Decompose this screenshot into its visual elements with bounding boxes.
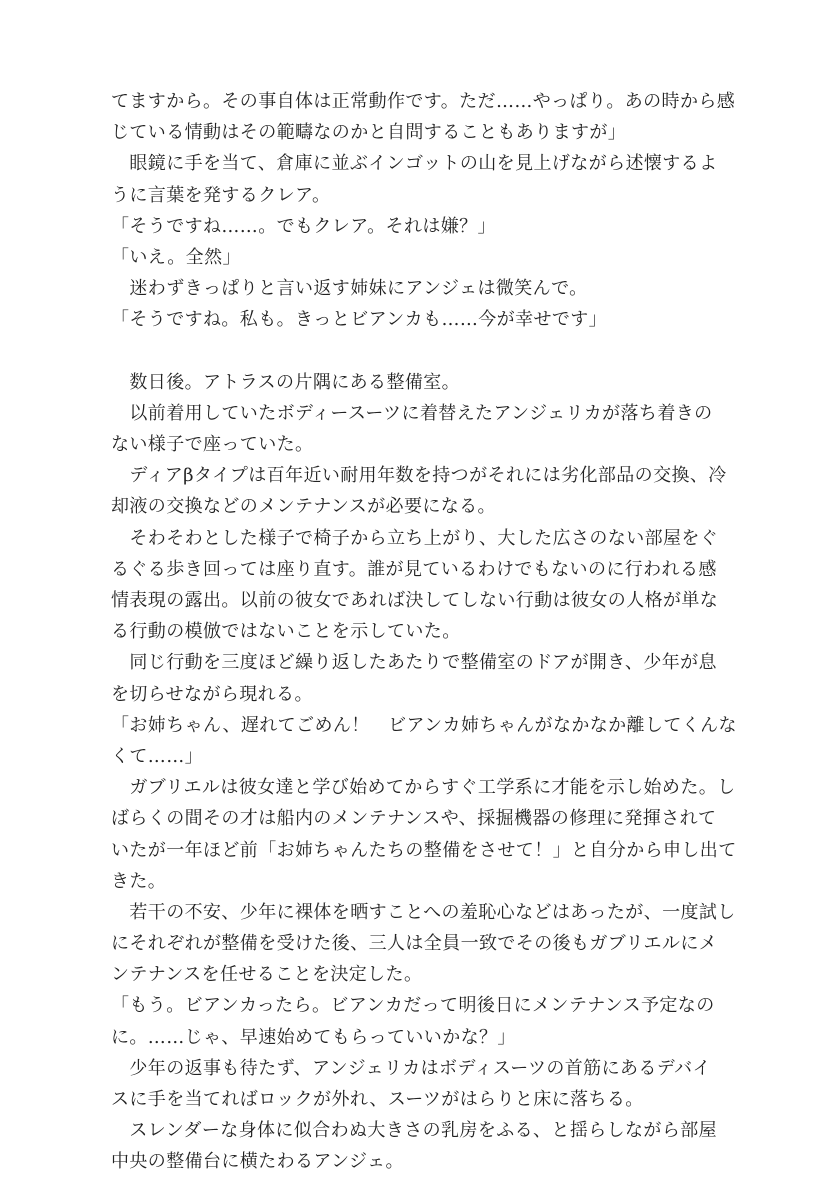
- text-line: 迷わずきっぱりと言い返す姉妹にアンジェは微笑んで。: [111, 278, 588, 300]
- text-line: るぐる歩き回っては座り直す。誰が見ているわけでもないのに行われる感: [111, 558, 717, 580]
- text-line: そわそわとした様子で椅子から立ち上がり、大した広さのない部屋をぐ: [111, 527, 719, 549]
- text-line: 中央の整備台に横たわるアンジェ。: [111, 1151, 404, 1173]
- text-line: ばらくの間その才は船内のメンテナンスや、採掘機器の修理に発揮されて: [111, 808, 717, 830]
- text-line: 「そうですね……。でもクレア。それは嫌？」: [111, 215, 496, 237]
- body-text: [111, 86, 737, 1178]
- text-line: スに手を当てればロックが外れ、スーツがはらりと床に落ちる。: [111, 1089, 644, 1110]
- text-line: に。……じゃ、早速始めてもらっていいかな？」: [111, 1026, 516, 1048]
- text-line: 「お姉ちゃん、遅れてごめん！ ビアンカ姉ちゃんがなかなか離してくんな: [111, 714, 737, 736]
- text-line: 「いえ。全然」: [111, 246, 241, 268]
- text-line: スレンダーな身体に似合わぬ大きさの乳房をふる、と揺らしながら部屋: [111, 1120, 718, 1142]
- text-line: 「もう。ビアンカったら。ビアンカだって明後日にメンテナンス予定なの: [111, 995, 715, 1017]
- text-line: る行動の模倣ではないことを示していた。: [111, 621, 461, 643]
- text-line: きた。: [111, 870, 167, 892]
- text-line: ディアβタイプは百年近い耐用年数を持つがそれには劣化部品の交換、冷: [111, 465, 727, 487]
- text-line: を切らせながら現れる。: [111, 683, 313, 705]
- text-line: くて……」: [111, 745, 203, 767]
- text-line: じている情動はその範疇なのかと自問することもありますが」: [111, 122, 627, 144]
- text-line: 以前着用していたボディースーツに着替えたアンジェリカが落ち着きの: [111, 402, 713, 424]
- text-line: 眼鏡に手を当て、倉庫に並ぶインゴットの山を見上げながら述懐するよ: [111, 153, 718, 175]
- text-line: にそれぞれが整備を受けた後、三人は全員一致でその後もガブリエルにメ: [111, 933, 718, 955]
- text-line: ンテナンスを任せることを決定した。: [111, 964, 423, 986]
- blank-line: [111, 336, 731, 367]
- text-line: 少年の返事も待たず、アンジェリカはボディスーツの首筋にあるデバイ: [111, 1057, 711, 1079]
- text-line: うに言葉を発するクレア。: [111, 184, 331, 206]
- text-line: いたが一年ほど前「お姉ちゃんたちの整備をさせて！」と自分から申し出て: [111, 839, 737, 861]
- text-line: ガブリエルは彼女達と学び始めてからすぐ工学系に才能を示し始めた。し: [111, 777, 736, 799]
- text-line: 若干の不安、少年に裸体を晒すことへの羞恥心などはあったが、一度試し: [111, 901, 736, 923]
- text-line: てますから。その事自体は正常動作です。ただ……やっぱり。あの時から感: [111, 91, 736, 112]
- text-line: 数日後。アトラスの片隅にある整備室。: [111, 371, 461, 393]
- text-line: 「そうですね。私も。きっとビアンカも……今が幸せです」: [111, 309, 608, 331]
- text-line: 同じ行動を三度ほど繰り返したあたりで整備室のドアが開き、少年が息: [111, 652, 717, 674]
- text-line: 情表現の露出。以前の彼女であれば決してしない行動は彼女の人格が単な: [111, 590, 719, 611]
- text-line: 却液の交換などのメンテナンスが必要になる。: [111, 496, 496, 518]
- text-line: ない様子で座っていた。: [111, 434, 314, 456]
